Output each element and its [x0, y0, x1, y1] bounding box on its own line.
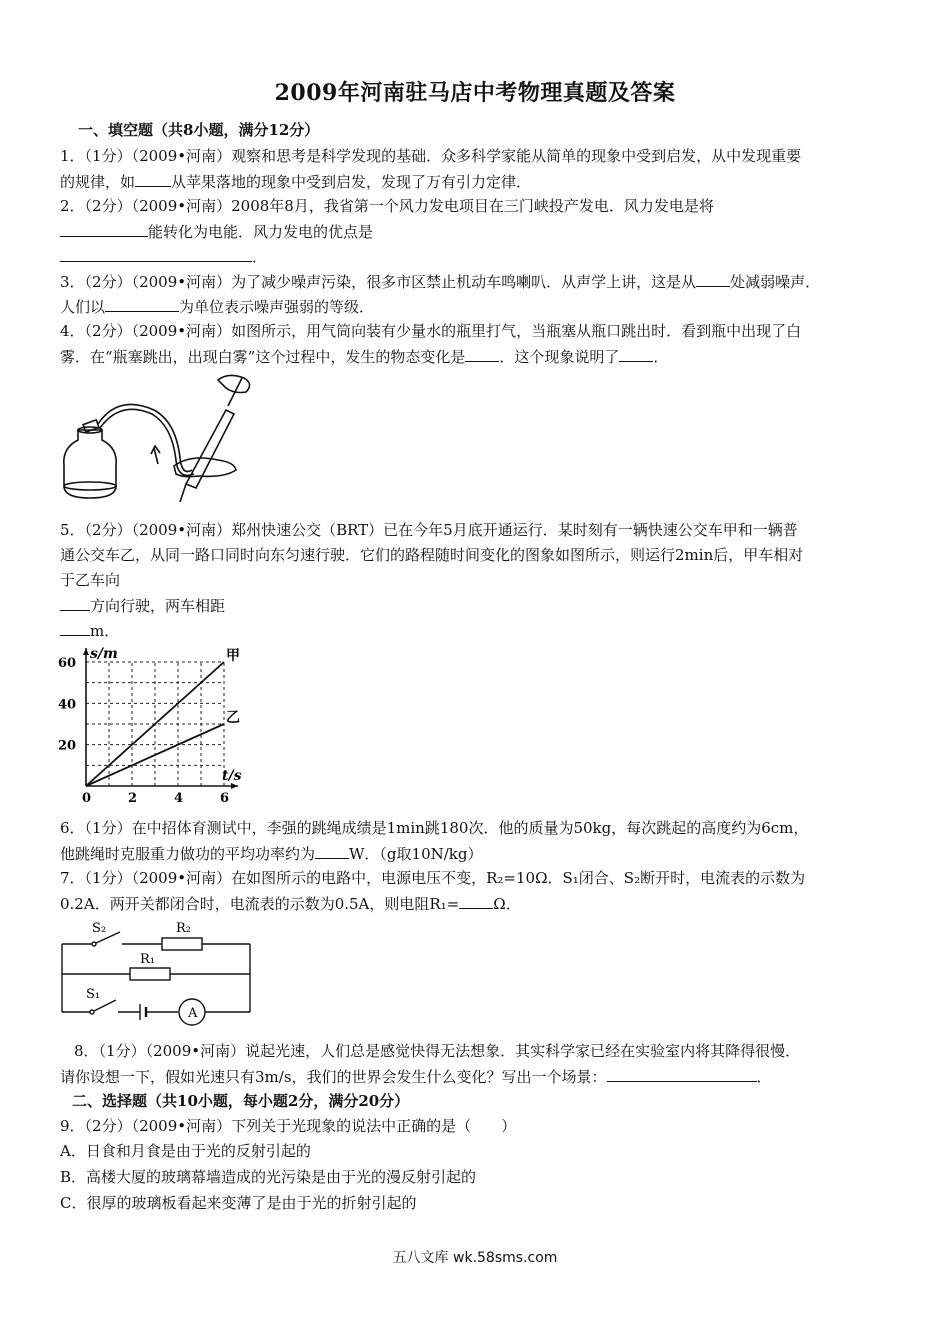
q3-text-d: 为单位表示噪声强弱的等级． [179, 298, 375, 316]
q4-text-c: ． [653, 348, 669, 366]
y-tick-label: 40 [58, 697, 77, 713]
question-6-line-2 [60, 843, 483, 864]
question-7-line-2 [60, 893, 521, 914]
q2-end: ． [252, 248, 268, 266]
q5-text-b: m． [90, 622, 120, 640]
question-7-line-1: 7．（1分）（2009•河南）在如图所示的电路中，电源电压不变，R₂=10Ω．S₁闭合、S₂断开时，电流表的示数为 [60, 869, 806, 887]
question-8-line-2 [60, 1066, 772, 1087]
q3-text-a: 3．（2分）（2009•河南）为了减少噪声污染，很多市区禁止机动车鸣喇叭．从声学上讲，这是从 [60, 273, 697, 291]
answer-blank [619, 346, 653, 362]
question-4-line-1: 4．（2分）（2009•河南）如图所示，用气筒向装有少量水的瓶里打气，当瓶塞从瓶口跳出时．看到瓶中出现了白 [60, 322, 802, 340]
section-heading-fill-in: 一、填空题（共8小题，满分12分） [78, 121, 320, 139]
q2-text: 能转化为电能．风力发电的优点是 [148, 223, 374, 241]
answer-blank [60, 595, 90, 611]
answer-blank [696, 271, 730, 287]
q4-text-a: 雾．在“瓶塞跳出，出现白雾”这个过程中，发生的物态变化是 [60, 348, 466, 366]
question-8-line-1: 8．（1分）（2009•河南）说起光速，人们总是感觉快得无法想象．其实科学家已经在实验室内将其降得很慢． [74, 1042, 801, 1060]
answer-blank [105, 296, 179, 312]
question-5-line-3: 于乙车向 [60, 571, 121, 589]
resistor-r2-icon [162, 938, 202, 950]
answer-blank [607, 1066, 757, 1082]
x-tick-label: 0 [82, 791, 92, 806]
question-4-line-2 [60, 346, 668, 367]
resistor-r1-icon [130, 968, 170, 980]
answer-blank [135, 171, 171, 187]
question-6-line-1: 6．（1分）在中招体育测试中，李强的跳绳成绩是1min跳180次．他的质量为50kg，每次跳起的高度约为6cm， [60, 819, 809, 837]
question-5-line-4 [60, 595, 225, 616]
q7-text-a: 0.2A．两开关都闭合时，电流表的示数为0.5A，则电阻R₁= [60, 895, 460, 913]
q6-text-b: W．（g取10N/kg） [349, 845, 483, 863]
label-r2: R₂ [176, 921, 191, 936]
question-1-line-1: 1．（1分）（2009•河南）观察和思考是科学发现的基础．众多科学家能从简单的现象中受到启发，从中发现重要 [60, 147, 802, 165]
series-line-yi [86, 724, 224, 786]
q5-text-a: 方向行驶，两车相距 [90, 597, 226, 615]
section-heading-choice: 二、选择题（共10小题，每小题2分，满分20分） [72, 1092, 410, 1110]
question-3-line-1 [60, 271, 820, 292]
question-2-line-3 [60, 246, 267, 267]
q8-text-a: 请你设想一下，假如光速只有3m/s，我们的世界会发生什么变化？写出一个场景： [60, 1068, 607, 1086]
question-1-line-2 [60, 171, 531, 192]
q4-text-b: ．这个现象说明了 [499, 348, 620, 366]
answer-blank [60, 620, 90, 636]
circuit-diagram [58, 916, 258, 1030]
question-2-line-1: 2．（2分）（2009•河南）2008年8月，我省第一个风力发电项目在三门峡投产发电．风力发电是将 [60, 197, 714, 215]
series-label-jia: 甲 [226, 648, 240, 664]
answer-blank [459, 893, 493, 909]
question-5-line-2: 通公交车乙，从同一路口同时向东匀速行驶．它们的路程随时间变化的图象如图所示，则运行2min后，甲车相对 [60, 546, 804, 564]
x-tick-label: 6 [220, 791, 230, 806]
q1-text-a: 的规律，如 [60, 173, 136, 191]
question-9-stem: 9．（2分）（2009•河南）下列关于光现象的说法中正确的是（ ） [60, 1117, 517, 1135]
page-title: 2009年河南驻马店中考物理真题及答案 [274, 80, 676, 106]
series-label-yi: 乙 [226, 710, 240, 726]
q3-text-c: 人们以 [60, 298, 106, 316]
answer-blank [315, 843, 349, 859]
answer-blank [60, 246, 252, 262]
y-axis-label: s/m [90, 646, 118, 662]
label-s1: S₁ [86, 987, 101, 1002]
question-5-line-1: 5．（2分）（2009•河南）郑州快速公交（BRT）已在今年5月底开通运行．某时刻有一辆快速公交车甲和一辆普 [60, 521, 798, 539]
y-tick-label: 60 [58, 656, 77, 671]
y-tick-label: 20 [58, 738, 77, 754]
y-axis-arrow [83, 648, 89, 655]
q7-text-b: Ω． [493, 895, 521, 913]
label-ammeter: A [188, 1006, 198, 1021]
question-3-line-2 [60, 296, 374, 317]
q1-text-b: 从苹果落地的现象中受到启发，发现了万有引力定律． [171, 173, 532, 191]
question-9-option-a: A．日食和月食是由于光的反射引起的 [60, 1142, 311, 1160]
answer-blank [60, 221, 148, 237]
question-5-line-5 [60, 620, 119, 641]
distance-time-chart [56, 646, 246, 810]
answer-blank [465, 346, 499, 362]
pump-bottle-figure [58, 374, 258, 506]
footer-watermark: 五八文库 wk.58sms.com [392, 1250, 558, 1266]
question-2-line-2 [60, 221, 373, 242]
q3-text-b: 处减弱噪声． [730, 273, 821, 291]
question-9-option-c: C．很厚的玻璃板看起来变薄了是由于光的折射引起的 [60, 1194, 417, 1212]
x-tick-label: 2 [128, 791, 138, 806]
x-tick-label: 4 [174, 791, 184, 806]
label-r1: R₁ [140, 952, 155, 967]
label-s2: S₂ [92, 921, 107, 936]
q8-text-b: ． [756, 1068, 772, 1086]
bottle-icon [64, 430, 116, 498]
question-9-option-b: B．高楼大厦的玻璃幕墙造成的光污染是由于光的漫反射引起的 [60, 1168, 477, 1186]
q6-text-a: 他跳绳时克服重力做功的平均功率约为 [60, 845, 316, 863]
x-axis-label: t/s [222, 768, 242, 784]
